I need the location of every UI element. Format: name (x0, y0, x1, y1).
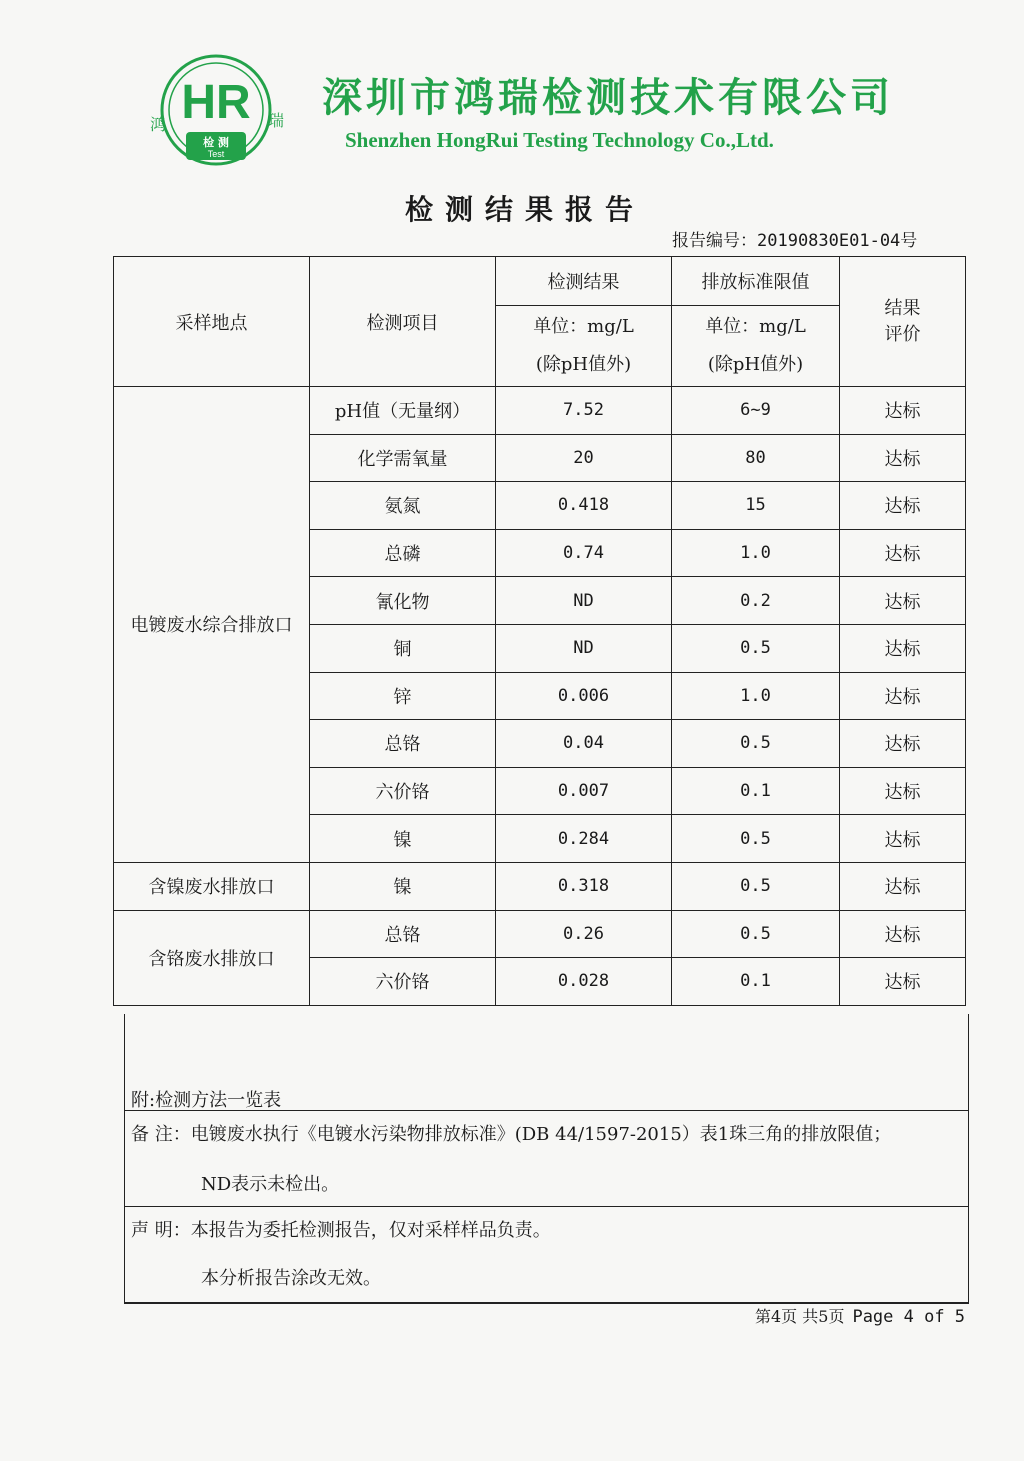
header-evaluation-line1: 结果 (884, 297, 921, 319)
table-row (114, 862, 966, 910)
logo-side-left: 鸿 (149, 115, 167, 134)
evaluation-cell: 达标 (840, 529, 966, 577)
result-cell: 0.007 (496, 767, 672, 815)
header-evaluation-line2: 评价 (884, 323, 921, 345)
result-cell: 0.04 (496, 720, 672, 768)
header-evaluation (840, 257, 966, 387)
item-cell: 总铬 (310, 720, 496, 768)
header-result-unit (496, 306, 672, 387)
evaluation-cell: 达标 (840, 720, 966, 768)
limit-cell: 0.5 (672, 624, 840, 672)
statement-line-2: 本分析报告涂改无效。 (201, 1268, 381, 1289)
company-logo (146, 52, 286, 170)
report-number-value: 20190830E01-04号 (757, 231, 918, 251)
result-cell: ND (496, 577, 672, 625)
limit-cell: 1.0 (672, 529, 840, 577)
page-number-en: Page 4 of 5 (852, 1307, 966, 1327)
item-cell: 锌 (310, 672, 496, 720)
header-row-1 (114, 257, 966, 306)
limit-cell: 0.1 (672, 958, 840, 1006)
remark-line-2: ND表示未检出。 (201, 1174, 340, 1195)
limit-cell: 0.1 (672, 767, 840, 815)
notes-divider-top (125, 1110, 968, 1111)
result-cell: 0.006 (496, 672, 672, 720)
notes-box (124, 1014, 969, 1304)
result-cell: 0.028 (496, 958, 672, 1006)
item-cell: 氰化物 (310, 577, 496, 625)
limit-cell: 6~9 (672, 387, 840, 435)
evaluation-cell: 达标 (840, 910, 966, 958)
location-cell: 含镍废水排放口 (114, 862, 310, 910)
limit-cell: 15 (672, 482, 840, 530)
table-row (114, 387, 966, 435)
header-result-unit-note: (除pH值外) (535, 354, 632, 375)
remark-line-1: 备 注：电镀废水执行《电镀水污染物排放标准》(DB 44/1597-2015）表1珠三角的排放限值； (131, 1124, 892, 1145)
logo-sub-cn: 检 测 (203, 136, 229, 149)
header-standard: 排放标准限值 (672, 257, 840, 306)
result-cell: 0.26 (496, 910, 672, 958)
evaluation-cell: 达标 (840, 387, 966, 435)
result-cell: 7.52 (496, 387, 672, 435)
location-cell: 含铬废水排放口 (114, 910, 310, 1005)
evaluation-cell: 达标 (840, 577, 966, 625)
company-name-cn: 深圳市鸿瑞检测技术有限公司 (322, 74, 894, 121)
header-standard-unit-text: 单位：mg/L (705, 316, 806, 337)
item-cell: 铜 (310, 624, 496, 672)
item-cell: 镍 (310, 862, 496, 910)
item-cell: 六价铬 (310, 958, 496, 1006)
company-name-en: Shenzhen HongRui Testing Technology Co.,Ltd. (345, 128, 774, 152)
limit-cell: 0.5 (672, 910, 840, 958)
results-table-body (114, 257, 966, 1006)
limit-cell: 0.5 (672, 862, 840, 910)
evaluation-cell: 达标 (840, 482, 966, 530)
appendix-label: 附:检测方法一览表 (131, 1090, 282, 1111)
header-result-unit-text: 单位：mg/L (533, 316, 634, 337)
logo-side-right: 瑞 (267, 111, 285, 130)
logo-letters: HR (181, 76, 251, 129)
limit-cell: 0.5 (672, 815, 840, 863)
notes-divider-middle (125, 1206, 968, 1207)
evaluation-cell: 达标 (840, 958, 966, 1006)
statement-line-1: 声 明：本报告为委托检测报告，仅对采样样品负责。 (131, 1220, 551, 1241)
location-cell: 电镀废水综合排放口 (114, 387, 310, 863)
item-cell: 氨氮 (310, 482, 496, 530)
page-footer (755, 1304, 973, 1327)
result-cell: ND (496, 624, 672, 672)
evaluation-cell: 达标 (840, 862, 966, 910)
header-standard-unit-note: (除pH值外) (707, 354, 804, 375)
header-item: 检测项目 (310, 257, 496, 387)
result-cell: 0.318 (496, 862, 672, 910)
header-location: 采样地点 (114, 257, 310, 387)
evaluation-cell: 达标 (840, 672, 966, 720)
limit-cell: 80 (672, 434, 840, 482)
item-cell: 镍 (310, 815, 496, 863)
result-cell: 0.74 (496, 529, 672, 577)
evaluation-cell: 达标 (840, 767, 966, 815)
result-cell: 0.284 (496, 815, 672, 863)
item-cell: 六价铬 (310, 767, 496, 815)
result-cell: 0.418 (496, 482, 672, 530)
evaluation-cell: 达标 (840, 434, 966, 482)
report-number (672, 226, 917, 251)
limit-cell: 0.2 (672, 577, 840, 625)
table-row (114, 910, 966, 958)
limit-cell: 0.5 (672, 720, 840, 768)
header-result: 检测结果 (496, 257, 672, 306)
item-cell: 总磷 (310, 529, 496, 577)
item-cell: pH值（无量纲） (310, 387, 496, 435)
item-cell: 总铬 (310, 910, 496, 958)
results-table (113, 256, 966, 1006)
report-title: 检测结果报告 (405, 193, 646, 226)
page-number-cn: 第4页 共5页 (755, 1307, 845, 1326)
limit-cell: 1.0 (672, 672, 840, 720)
header-standard-unit (672, 306, 840, 387)
evaluation-cell: 达标 (840, 815, 966, 863)
logo-sub-en: Test (207, 149, 225, 159)
report-number-label: 报告编号： (672, 231, 757, 251)
item-cell: 化学需氧量 (310, 434, 496, 482)
result-cell: 20 (496, 434, 672, 482)
evaluation-cell: 达标 (840, 624, 966, 672)
